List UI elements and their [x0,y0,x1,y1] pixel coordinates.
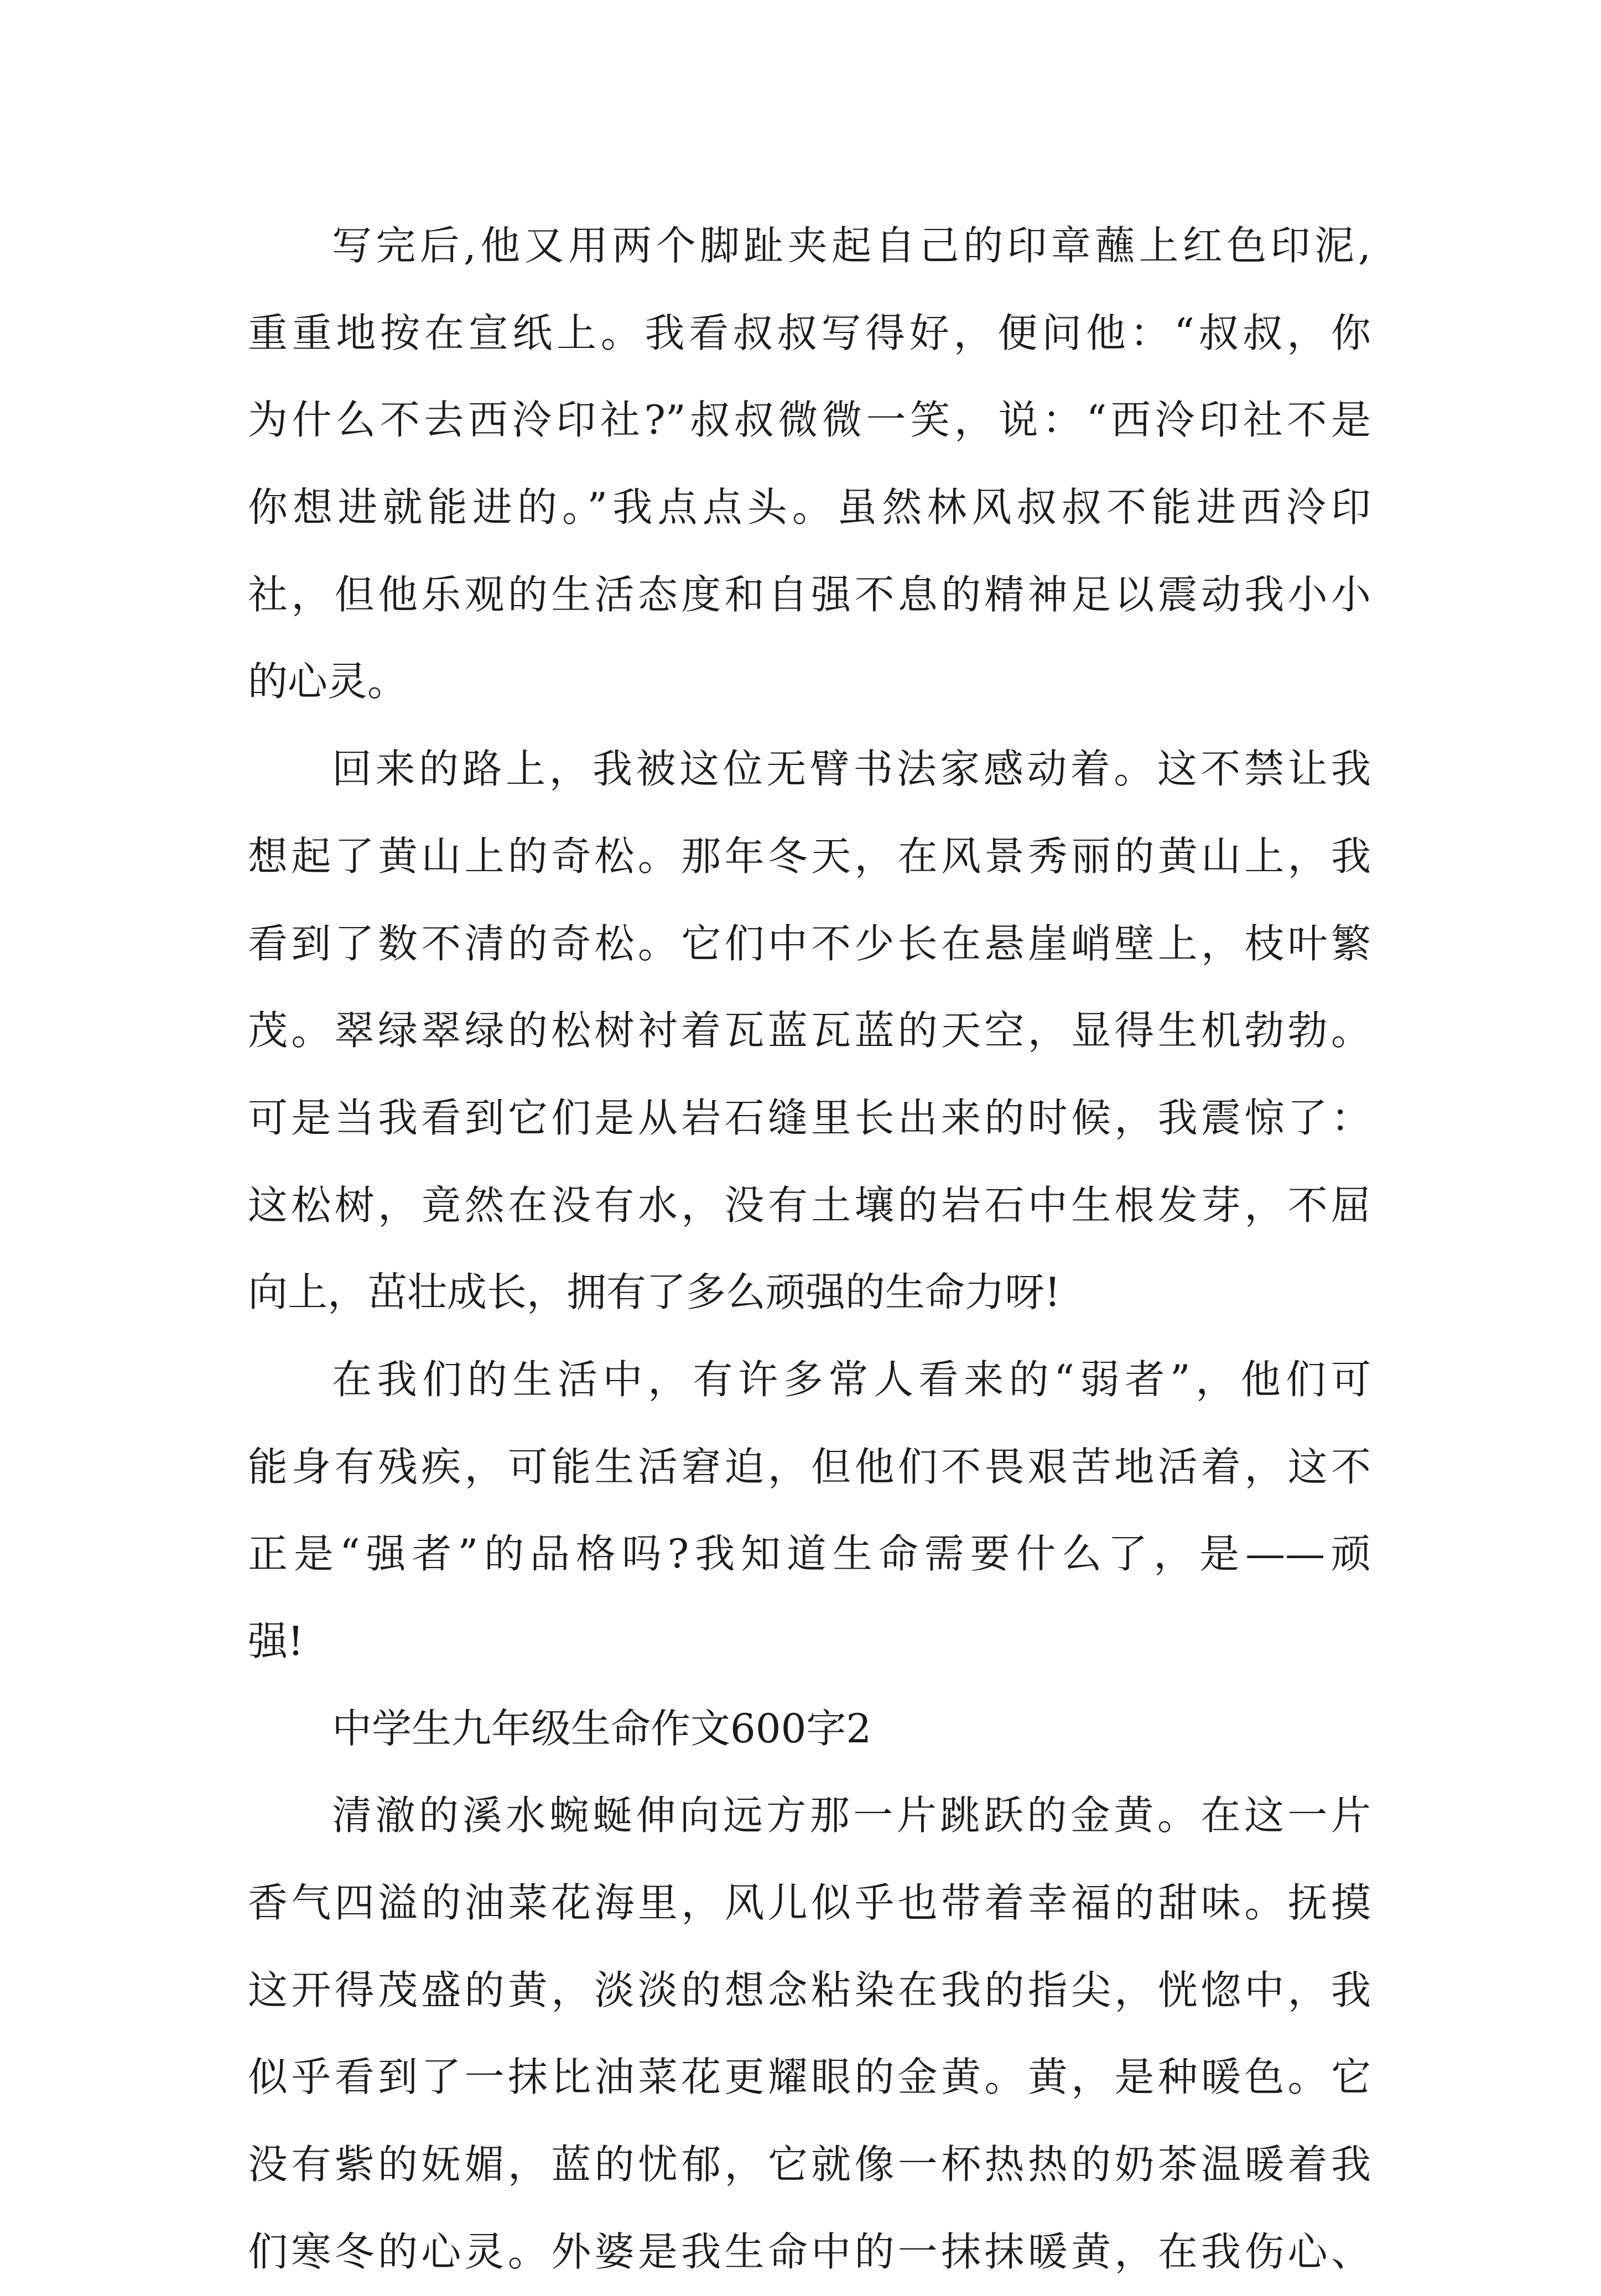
text-line: 似乎看到了一抹比油菜花更耀眼的金黄。黄，是种暖色。它 [248,2054,1371,2101]
text-line: 看到了数不清的奇松。它们中不少长在悬崖峭壁上，枝叶繁 [248,920,1371,967]
text-line: 在我们的生活中，有许多常人看来的“弱者”，他们可 [332,1356,1371,1403]
text-line: 茂。翠绿翠绿的松树衬着瓦蓝瓦蓝的天空，显得生机勃勃。 [248,1007,1371,1054]
text-line: 回来的路上，我被这位无臂书法家感动着。这不禁让我 [332,746,1371,793]
text-line: 你想进就能进的。”我点点头。虽然林风叔叔不能进西泠印 [248,484,1371,531]
text-line: 这开得茂盛的黄，淡淡的想念粘染在我的指尖，恍惚中，我 [248,1966,1371,2013]
text-line: 为什么不去西泠印社?”叔叔微微一笑，说：“西泠印社不是 [248,397,1371,444]
text-line: 这松树，竟然在没有水，没有土壤的岩石中生根发芽，不屈 [248,1181,1371,1228]
text-line: 香气四溢的油菜花海里，风儿似乎也带着幸福的甜味。抚摸 [248,1880,1371,1927]
text-line: 们寒冬的心灵。外婆是我生命中的一抹抹暖黄，在我伤心、 [248,2228,1371,2275]
section-heading: 中学生九年级生命作文600字2 [332,1705,872,1752]
document-body [248,202,1371,2296]
text-line: 的心灵。 [248,658,408,705]
text-line: 可是当我看到它们是从岩石缝里长出来的时候，我震惊了： [248,1094,1371,1141]
text-line: 没有紫的妩媚，蓝的忧郁，它就像一杯热热的奶茶温暖着我 [248,2141,1371,2188]
text-line: 清澈的溪水蜿蜒伸向远方那一片跳跃的金黄。在这一片 [332,1792,1371,1839]
text-line: 能身有残疾，可能生活窘迫，但他们不畏艰苦地活着，这不 [248,1443,1371,1490]
text-line: 强! [248,1618,304,1664]
text-line: 正是“强者”的品格吗?我知道生命需要什么了，是——顽 [248,1530,1371,1577]
text-line: 向上，茁壮成长，拥有了多么顽强的生命力呀! [248,1269,1061,1316]
text-line: 社，但他乐观的生活态度和自强不息的精神足以震动我小小 [248,571,1371,618]
text-line: 重重地按在宣纸上。我看叔叔写得好，便问他：“叔叔，你 [248,309,1371,356]
text-line: 写完后,他又用两个脚趾夹起自己的印章蘸上红色印泥, [332,222,1371,269]
text-line: 想起了黄山上的奇松。那年冬天，在风景秀丽的黄山上，我 [248,832,1371,879]
